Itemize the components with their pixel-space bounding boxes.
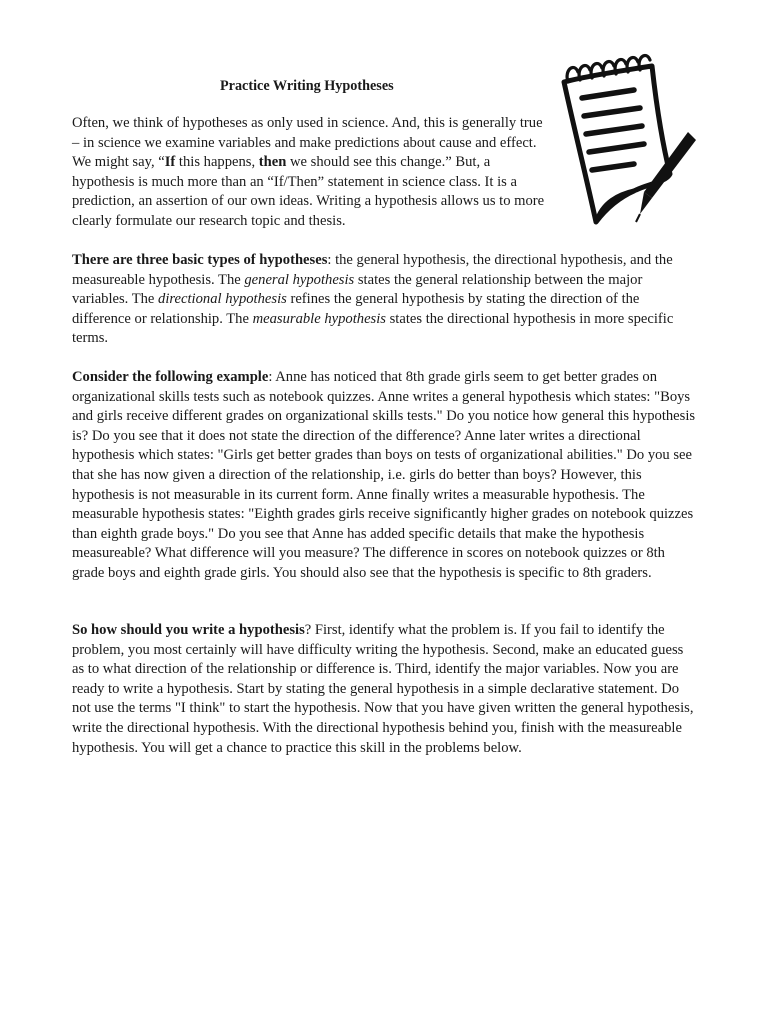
- intro-text-3: we should see this change.” But, a hypothesis is much more than an “If/Then” statement in science class. It is a prediction, an assertion of our own ideas. Writing a hypothesis allows us to more clearly formulate our research topic and thesis.: [72, 154, 545, 229]
- types-text-1: : the general hypothesis, the directional hypothesis, and the measureable hypothesis. The: [72, 252, 673, 288]
- types-lead: There are three basic types of hypotheses: [72, 252, 328, 268]
- page-title: Practice Writing Hypotheses: [220, 78, 394, 94]
- intro-then-bold: then: [258, 154, 287, 171]
- how-to-paragraph: [72, 621, 696, 758]
- intro-text-2: this happens,: [175, 154, 259, 171]
- types-text-3: refines the general hypothesis by stating the direction of the difference or relationship. The: [72, 291, 640, 327]
- intro-text-1: Often, we think of hypotheses as only used in science. And, this is generally true – in science we examine variables and make predictions about cause and effect. We might say, “: [72, 115, 543, 171]
- types-text-2: states the general relationship between the major variables. The: [72, 271, 643, 308]
- intro-if-bold: If: [164, 154, 176, 171]
- general-hypothesis-term: general hypothesis: [244, 271, 355, 288]
- example-lead: Consider the following example: [72, 369, 269, 385]
- measurable-hypothesis-term: measurable hypothesis: [252, 310, 386, 327]
- how-to-body: ? First, identify what the problem is. If you fail to identify the problem, you most certainly will have difficulty writing the hypothesis. Second, make an educated guess as to what direction of the relationship or difference is. Third, identify the major variables. Now you are ready to write a hypothesis. Start by stating the general hypothesis in a simple declarative statement. Do not use the terms "I think" to start the hypothesis. Now that you have given written the general hypothesis, write the directional hypothesis. With the directional hypothesis behind you, finish with the measureable hypothesis. You will get a chance to practice this skill in the problems below.: [72, 622, 694, 756]
- directional-hypothesis-term: directional hypothesis: [158, 291, 287, 308]
- types-text-4: states the directional hypothesis in more specific terms.: [72, 310, 674, 347]
- how-to-lead: So how should you write a hypothesis: [72, 622, 305, 638]
- example-paragraph: [72, 368, 696, 584]
- example-body: : Anne has noticed that 8th grade girls seem to get better grades on organizational skills tests such as notebook quizzes. Anne writes a general hypothesis which states: "Boys and girls receive different grades on organizational skills tests." Do you notice how general this hypothesis is? Do you see that it does not state the direction of the difference? Anne later writes a directional hypothesis which states: "Girls get better grades than boys on tests of organizational abilities." Do you see that she has now given a direction of the relationship, i.e. girls do better than boys? However, this hypothesis is not measurable in its current form. Anne finally writes a measurable hypothesis. The measurable hypothesis states: "Eighth grades girls receive significantly higher grades on notebook quizzes than eighth grade boys." Do you see that Anne has added specific details that make the hypothesis measureable? What difference will you measure? The difference in scores on notebook quizzes or 8th grade boys and eighth grade girls. You should also see that the hypothesis is specific to 8th graders.: [72, 369, 696, 581]
- notepad-with-pen-icon: [556, 52, 706, 242]
- types-paragraph: [72, 251, 696, 349]
- intro-paragraph: [72, 114, 550, 232]
